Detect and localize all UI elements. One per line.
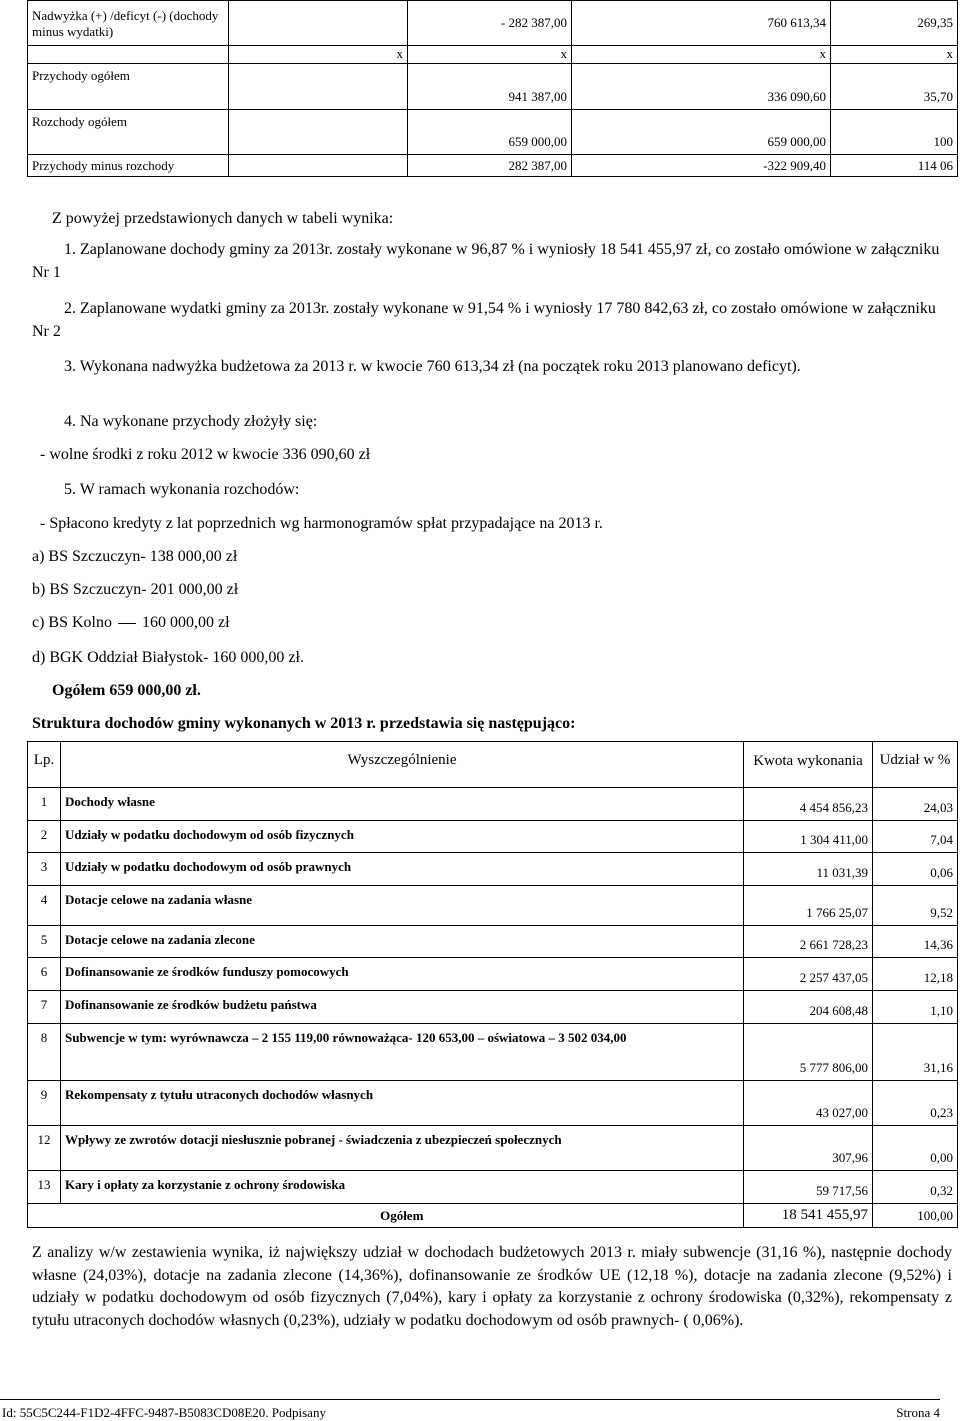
cell-lp: 5 bbox=[28, 926, 61, 958]
table-row bbox=[28, 1081, 958, 1126]
total-label: Ogółem bbox=[61, 1204, 744, 1228]
header-amount: Kwota wykonania bbox=[744, 742, 873, 788]
cell: x bbox=[408, 46, 572, 64]
cell-amt: 11 031,39 bbox=[744, 853, 873, 886]
cell-amt: 1 766 25,07 bbox=[744, 886, 873, 926]
cell-amt: 59 717,56 bbox=[744, 1171, 873, 1204]
table-row bbox=[28, 46, 958, 64]
cell-lp: 2 bbox=[28, 821, 61, 853]
table-row bbox=[28, 110, 958, 155]
cell-pct: 0,06 bbox=[873, 853, 958, 886]
cell: 114 06 bbox=[831, 155, 958, 177]
cell-desc: Subwencje w tym: wyrównawcza – 2 155 119,00 równoważąca- 120 653,00 – oświatowa – 3 502 034,00 bbox=[61, 1024, 744, 1081]
section-heading: Struktura dochodów gminy wykonanych w 2013 r. przedstawia się następująco: bbox=[32, 715, 576, 732]
paragraph-4a: - wolne środki z roku 2012 w kwocie 336 090,60 zł bbox=[40, 446, 371, 463]
table-row bbox=[28, 1024, 958, 1081]
paragraph-2: 2. Zaplanowane wydatki gminy za 2013r. zostały wykonane w 91,54 % i wyniosły 17 780 842,63 zł, co zostało omówione w załączniku Nr 2 bbox=[32, 300, 936, 340]
paragraph-4: 4. Na wykonane przychody złożyły się: bbox=[64, 413, 318, 430]
cell-amt: 43 027,00 bbox=[744, 1081, 873, 1126]
header-percent: Udział w % bbox=[873, 742, 958, 788]
row-label: Przychody ogółem bbox=[28, 64, 229, 110]
table-row bbox=[28, 155, 958, 177]
table-row bbox=[28, 1171, 958, 1204]
cell-desc: Dofinansowanie ze środków budżetu państwa bbox=[61, 991, 744, 1024]
cell-amt: 307,96 bbox=[744, 1126, 873, 1171]
cell-pct: 1,10 bbox=[873, 991, 958, 1024]
cell-pct: 0,23 bbox=[873, 1081, 958, 1126]
cell-pct: 0,00 bbox=[873, 1126, 958, 1171]
cell: 760 613,34 bbox=[572, 1, 831, 46]
loan-b: b) BS Szczuczyn- 201 000,00 zł bbox=[32, 581, 239, 598]
table-row bbox=[28, 991, 958, 1024]
cell-amt: 4 454 856,23 bbox=[744, 788, 873, 821]
cell-pct: 12,18 bbox=[873, 958, 958, 991]
cell-desc: Wpływy ze zwrotów dotacji niesłusznie pobranej - świadczenia z ubezpieczeń społecznych bbox=[61, 1126, 744, 1171]
cell: 100 bbox=[831, 110, 958, 155]
footer-divider bbox=[0, 1399, 940, 1400]
cell: 35,70 bbox=[831, 64, 958, 110]
cell-lp: 13 bbox=[28, 1171, 61, 1204]
table-row bbox=[28, 64, 958, 110]
document-id: Id: 55C5C244-F1D2-4FFC-9487-B5083CD08E20. Podpisany bbox=[2, 1405, 326, 1420]
table-row bbox=[28, 821, 958, 853]
row-label: Nadwyżka (+) /deficyt (-) (dochody minus wydatki) bbox=[28, 1, 229, 46]
loan-c bbox=[32, 611, 230, 634]
cell-lp: 12 bbox=[28, 1126, 61, 1171]
cell-pct: 31,16 bbox=[873, 1024, 958, 1081]
page-number: Strona 4 bbox=[896, 1405, 940, 1420]
cell bbox=[229, 1, 408, 46]
table-row bbox=[28, 788, 958, 821]
dash-line bbox=[118, 623, 136, 624]
cell bbox=[229, 64, 408, 110]
table-row bbox=[28, 853, 958, 886]
cell-desc: Dochody własne bbox=[61, 788, 744, 821]
cell: 941 387,00 bbox=[408, 64, 572, 110]
row-label: Rozchody ogółem bbox=[28, 110, 229, 155]
paragraph-1: 1. Zaplanowane dochody gminy za 2013r. zostały wykonane w 96,87 % i wyniosły 18 541 455,97 zł, co zostało omówione w załączniku Nr 1 bbox=[32, 241, 940, 281]
row-label bbox=[28, 46, 229, 64]
cell: 269,35 bbox=[831, 1, 958, 46]
loan-c-amount: 160 000,00 zł bbox=[142, 614, 230, 631]
paragraph-5: 5. W ramach wykonania rozchodów: bbox=[64, 481, 300, 498]
cell-lp: 3 bbox=[28, 853, 61, 886]
cell: 659 000,00 bbox=[572, 110, 831, 155]
budget-summary-table bbox=[27, 0, 958, 177]
cell: 659 000,00 bbox=[408, 110, 572, 155]
cell: 336 090,60 bbox=[572, 64, 831, 110]
paragraph-3: 3. Wykonana nadwyżka budżetowa za 2013 r. w kwocie 760 613,34 zł (na początek roku 2013 planowano deficyt). bbox=[64, 358, 801, 375]
cell-amt: 204 608,48 bbox=[744, 991, 873, 1024]
total-row bbox=[28, 1204, 958, 1228]
cell: - 282 387,00 bbox=[408, 1, 572, 46]
cell-lp: 1 bbox=[28, 788, 61, 821]
cell: x bbox=[229, 46, 408, 64]
cell-pct: 24,03 bbox=[873, 788, 958, 821]
cell-amt: 5 777 806,00 bbox=[744, 1024, 873, 1081]
intro-text: Z powyżej przedstawionych danych w tabeli wynika: bbox=[52, 210, 394, 227]
loan-c-label: c) BS Kolno bbox=[32, 614, 112, 631]
total-amount: 18 541 455,97 bbox=[744, 1204, 873, 1228]
table-row bbox=[28, 958, 958, 991]
cell-pct: 7,04 bbox=[873, 821, 958, 853]
table-row bbox=[28, 926, 958, 958]
cell-desc: Udziały w podatku dochodowym od osób fizycznych bbox=[61, 821, 744, 853]
cell-amt: 1 304 411,00 bbox=[744, 821, 873, 853]
loans-total: Ogółem 659 000,00 zł. bbox=[52, 682, 201, 699]
cell-lp: 8 bbox=[28, 1024, 61, 1081]
cell-empty bbox=[28, 1204, 61, 1228]
table-row bbox=[28, 1126, 958, 1171]
cell-lp: 7 bbox=[28, 991, 61, 1024]
cell bbox=[229, 110, 408, 155]
cell-pct: 0,32 bbox=[873, 1171, 958, 1204]
cell-pct: 9,52 bbox=[873, 886, 958, 926]
total-percent: 100,00 bbox=[873, 1204, 958, 1228]
table-row bbox=[28, 1, 958, 46]
revenue-structure-table bbox=[27, 741, 958, 1228]
header-lp: Lp. bbox=[28, 742, 61, 788]
cell: -322 909,40 bbox=[572, 155, 831, 177]
cell: x bbox=[572, 46, 831, 64]
loan-a: a) BS Szczuczyn- 138 000,00 zł bbox=[32, 548, 238, 565]
row-label: Przychody minus rozchody bbox=[28, 155, 229, 177]
cell-desc: Rekompensaty z tytułu utraconych dochodów własnych bbox=[61, 1081, 744, 1126]
cell-lp: 6 bbox=[28, 958, 61, 991]
cell: x bbox=[831, 46, 958, 64]
table-row bbox=[28, 886, 958, 926]
cell-lp: 9 bbox=[28, 1081, 61, 1126]
cell-lp: 4 bbox=[28, 886, 61, 926]
cell-desc: Dotacje celowe na zadania własne bbox=[61, 886, 744, 926]
cell-desc: Dotacje celowe na zadania zlecone bbox=[61, 926, 744, 958]
cell-pct: 14,36 bbox=[873, 926, 958, 958]
cell bbox=[229, 155, 408, 177]
cell-desc: Kary i opłaty za korzystanie z ochrony środowiska bbox=[61, 1171, 744, 1204]
loan-d: d) BGK Oddział Białystok- 160 000,00 zł. bbox=[32, 649, 304, 666]
cell: 282 387,00 bbox=[408, 155, 572, 177]
header-row bbox=[28, 742, 958, 788]
cell-amt: 2 257 437,05 bbox=[744, 958, 873, 991]
paragraph-5a: - Spłacono kredyty z lat poprzednich wg harmonogramów spłat przypadające na 2013 r. bbox=[40, 515, 603, 532]
cell-desc: Dofinansowanie ze środków funduszy pomocowych bbox=[61, 958, 744, 991]
header-description: Wyszczególnienie bbox=[61, 742, 744, 788]
summary-paragraph: Z analizy w/w zestawienia wynika, iż największy udział w dochodach budżetowych 2013 r. miały subwencje (31,16 %), następnie dochody własne (24,03%), dotacje na zadania zlecone (14,36%), dofinansowanie ze środków UE (12,18 %), dotacje na zadania zlecone (9,52%) i udziały w podatku dochodowym od osób fizycznych (7,04%), kary i opłaty za korzystanie z ochrony środowiska (0,32%), rekompensaty z tytułu utraconych dochodów własnych (0,23%), udziały w podatku dochodowym od osób prawnych- ( 0,06%). bbox=[32, 1244, 952, 1329]
cell-desc: Udziały w podatku dochodowym od osób prawnych bbox=[61, 853, 744, 886]
cell-amt: 2 661 728,23 bbox=[744, 926, 873, 958]
